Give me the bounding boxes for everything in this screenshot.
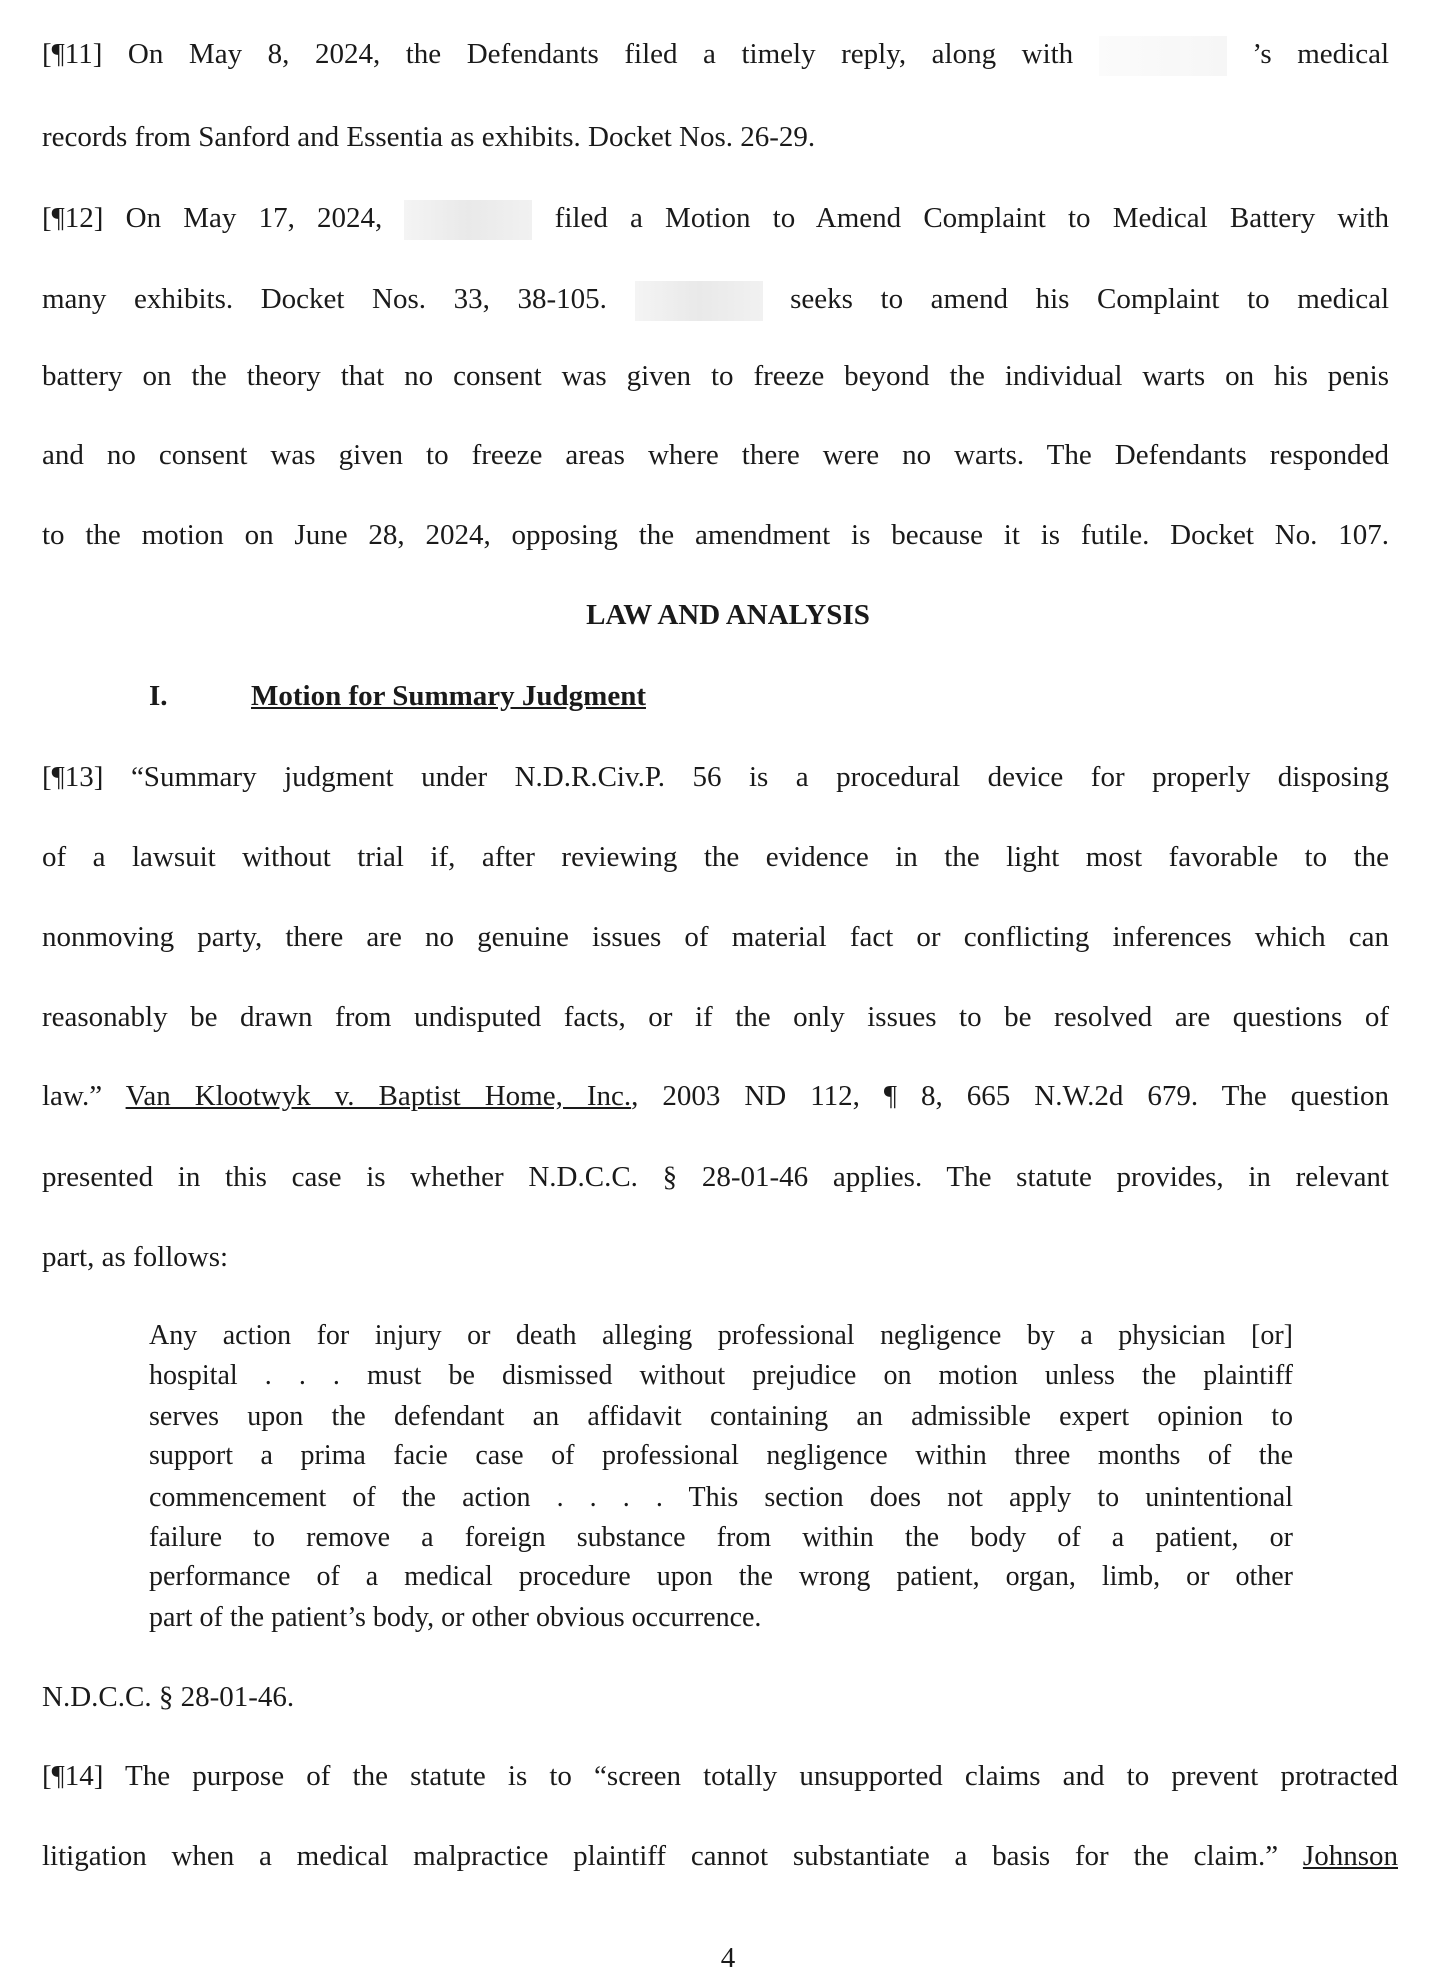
redaction-box <box>1099 36 1227 76</box>
text-segment: of a lawsuit without trial if, after reviewing the evidence in the light most favorable to the <box>42 841 1389 873</box>
text-segment: [¶11] On May 8, 2024, the Defendants filed a timely reply, along with <box>42 38 1074 70</box>
text-segment: nonmoving party, there are no genuine issues of material fact or conflicting inferences which can <box>42 921 1389 953</box>
block-quote-line <box>149 1359 1293 1393</box>
block-quote-line <box>149 1560 1293 1594</box>
text-segment: serves upon the defendant an affidavit containing an admissible expert opinion to <box>149 1401 1293 1432</box>
page-number: 4 <box>720 1942 736 1974</box>
text-line <box>42 281 1389 321</box>
text-segment: battery on the theory that no consent was given to freeze beyond the individual warts on his penis <box>42 360 1389 392</box>
text-line <box>42 759 1389 795</box>
block-quote-line <box>149 1319 1293 1353</box>
text-segment: and no consent was given to freeze areas where there were no warts. The Defendants responded <box>42 439 1389 471</box>
text-line <box>42 1239 1389 1275</box>
text-line <box>42 119 1389 155</box>
redaction-box <box>635 281 763 321</box>
text-line <box>42 1679 1389 1715</box>
subsection-number: I. <box>149 680 168 712</box>
text-segment: ’s medical <box>1252 38 1389 70</box>
text-segment: filed a Motion to Amend Complaint to Medical Battery with <box>554 202 1389 234</box>
text-segment: litigation when a medical malpractice plaintiff cannot substantiate a basis for the claim.” <box>42 1840 1303 1872</box>
text-segment: to the motion on June 28, 2024, opposing the amendment is because it is futile. Docket No. 107. <box>42 519 1389 551</box>
text-segment: records from Sanford and Essentia as exhibits. Docket Nos. 26-29. <box>42 121 816 153</box>
redaction-box <box>404 200 532 240</box>
text-segment: commencement of the action . . . . This section does not apply to unintentional <box>149 1482 1293 1513</box>
block-quote-line <box>149 1400 1293 1434</box>
text-segment: N.D.C.C. § 28-01-46. <box>42 1681 295 1713</box>
text-line <box>42 36 1389 76</box>
text-line <box>42 1758 1398 1794</box>
text-line <box>42 358 1389 394</box>
text-segment: many exhibits. Docket Nos. 33, 38-105. <box>42 283 607 315</box>
text-line <box>42 517 1389 553</box>
text-line <box>42 1838 1398 1874</box>
section-heading: LAW AND ANALYSIS <box>586 599 870 631</box>
text-line <box>42 1078 1389 1114</box>
text-segment: [¶14] The purpose of the statute is to “screen totally unsupported claims and to prevent protracted <box>42 1760 1398 1792</box>
text-segment: law.” <box>42 1080 126 1112</box>
case-citation: Johnson <box>1302 1840 1398 1872</box>
text-line <box>42 999 1389 1035</box>
text-segment: reasonably be drawn from undisputed facts, or if the only issues to be resolved are questions of <box>42 1001 1389 1033</box>
text-segment: support a prima facie case of professional negligence within three months of the <box>149 1440 1293 1471</box>
text-line <box>42 839 1389 875</box>
block-quote-line <box>149 1521 1293 1555</box>
block-quote-line <box>149 1481 1293 1515</box>
text-segment: [¶12] On May 17, 2024, <box>42 202 383 234</box>
text-line <box>42 919 1389 955</box>
text-segment: , 2003 ND 112, ¶ 8, 665 N.W.2d 679. The question <box>631 1080 1389 1112</box>
block-quote-line <box>149 1601 1293 1635</box>
text-segment: part, as follows: <box>42 1241 229 1273</box>
text-line <box>42 200 1389 240</box>
text-segment: hospital . . . must be dismissed without prejudice on motion unless the plaintiff <box>149 1360 1293 1391</box>
block-quote-line <box>149 1439 1293 1473</box>
text-line <box>42 1159 1389 1195</box>
text-segment: presented in this case is whether N.D.C.C. § 28-01-46 applies. The statute provides, in relevant <box>42 1161 1389 1193</box>
text-segment: performance of a medical procedure upon the wrong patient, organ, limb, or other <box>149 1561 1293 1592</box>
case-citation: Van Klootwyk v. Baptist Home, Inc. <box>125 1080 632 1112</box>
text-segment: [¶13] “Summary judgment under N.D.R.Civ.P. 56 is a procedural device for properly disposing <box>42 761 1389 793</box>
subsection-title: Motion for Summary Judgment <box>251 680 646 712</box>
text-segment: Any action for injury or death alleging professional negligence by a physician [or] <box>149 1320 1293 1351</box>
text-line <box>42 437 1389 473</box>
text-segment: part of the patient’s body, or other obvious occurrence. <box>149 1602 762 1633</box>
text-segment: seeks to amend his Complaint to medical <box>790 283 1390 315</box>
text-segment: failure to remove a foreign substance from within the body of a patient, or <box>149 1522 1293 1553</box>
